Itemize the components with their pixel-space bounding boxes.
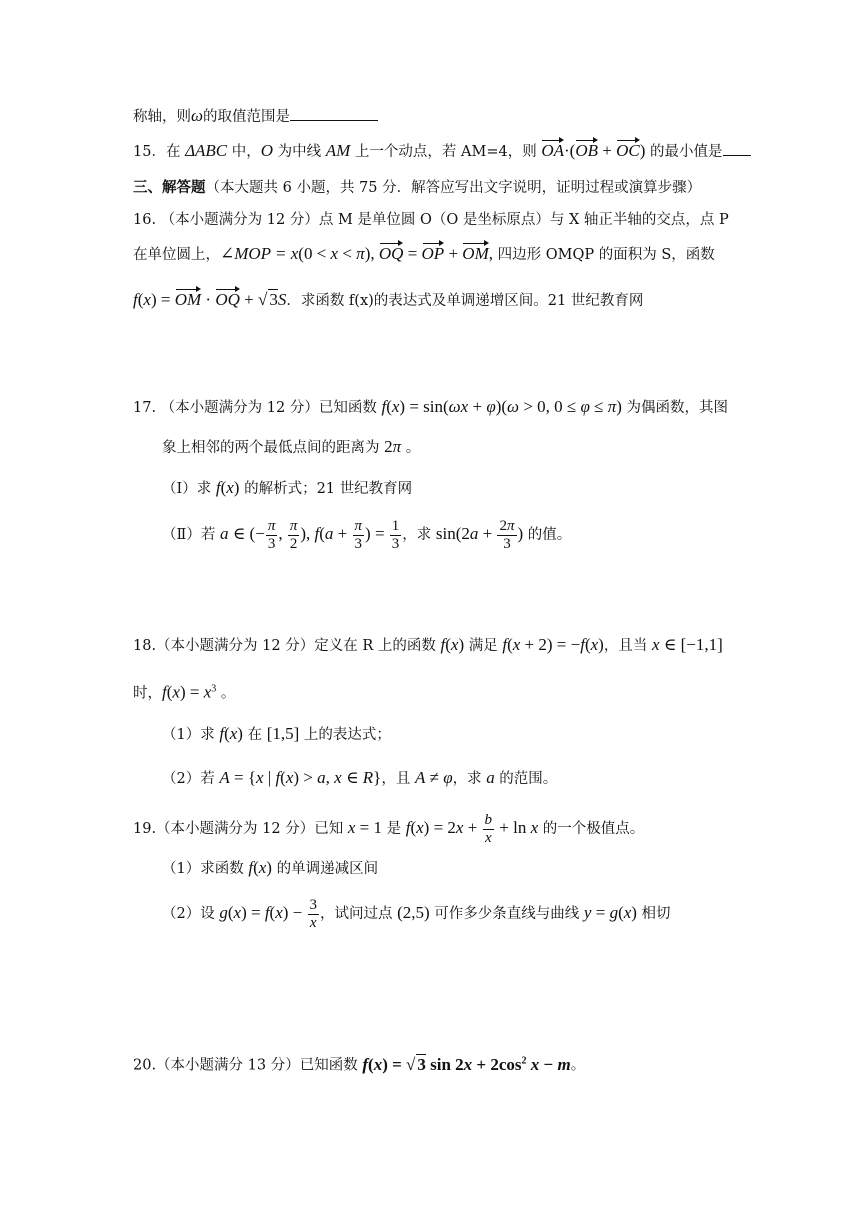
line-q16-a: 16. （本小题满分为 12 分）点 M 是单位圆 O（O 是坐标原点）与 X 轴正半轴的交点，点 P <box>133 212 729 228</box>
line-q17-part2: （Ⅱ）若 a ∈ (− $\frac{\pi}{3}$ , $\frac{\pi}{2}$ ), f(a + $\frac{\pi}{3}$ ) = $\frac{1}{3}$ ，求 sin(2a + $\frac{2\pi}{3}$ ) 的值。 <box>162 517 572 552</box>
line-q19-a: 19.（本小题满分为 12 分）已知 x = 1 是 f(x) = 2x + $\frac{b}{x}$ + ln x 的一个极值点。 <box>133 811 645 846</box>
section-heading-answers: 三、解答题（本大题共 6 小题，共 75 分．解答应写出文字说明，证明过程或演算步骤） <box>133 179 702 196</box>
line-q17-part1: （Ⅰ）求 f(x) 的解析式；21 世纪教育网 <box>162 478 413 497</box>
line-q16-c: f(x) = OM · OQ + √ 3S．求函数 f(x)的表达式及单调递增区间。21 世纪教育网 <box>133 290 644 309</box>
line-q18-a: 18.（本小题满分为 12 分）定义在 R 上的函数 f(x) 满足 f(x + 2) = −f(x)，且当 x ∈ [−1,1] <box>133 635 723 654</box>
line-q14-continuation: 称轴，则ω的取值范围是 <box>133 106 378 127</box>
line-q18-part1: （1）求 f(x) 在 [1,5] 上的表达式； <box>162 724 391 743</box>
line-q15: 15．在 ΔABC 中，O 为中线 AM 上一个动点，若 AM=4，则 OA·(OB + OC) 的最小值是 <box>133 141 751 162</box>
line-q20: 20.（本小题满分 13 分）已知函数 f(x) = √ 3 $\sin 2x + 2\cos^2$ x − m。 <box>133 1054 586 1074</box>
line-q19-part1: （1）求函数 f(x) 的单调递减区间 <box>162 858 379 877</box>
line-q19-part2: （2）设 g(x) = f(x) − $\frac{3}{x}$ ，试问过点 (2,5) 可作多少条直线与曲线 y = g(x) 相切 <box>162 896 671 931</box>
line-q17-a: 17. （本小题满分为 12 分）已知函数 f(x) = sin(ωx + φ)(ω > 0, 0 ≤ φ ≤ π) 为偶函数，其图 <box>133 397 729 416</box>
line-q18-b: 时，$f(x) = x^3$ 。 <box>133 682 236 702</box>
line-q18-part2: （2）若 A = {x | f(x) > a, x ∈ R}，且 A ≠ φ，求 a 的范围。 <box>162 768 558 787</box>
line-q16-b: 在单位圆上，∠MOP = x(0 < x < π), OQ = OP + OM, 四边形 OMQP 的面积为 S，函数 <box>133 244 715 263</box>
line-q17-b: 象上相邻的两个最低点间的距离为 2π 。 <box>162 437 421 456</box>
